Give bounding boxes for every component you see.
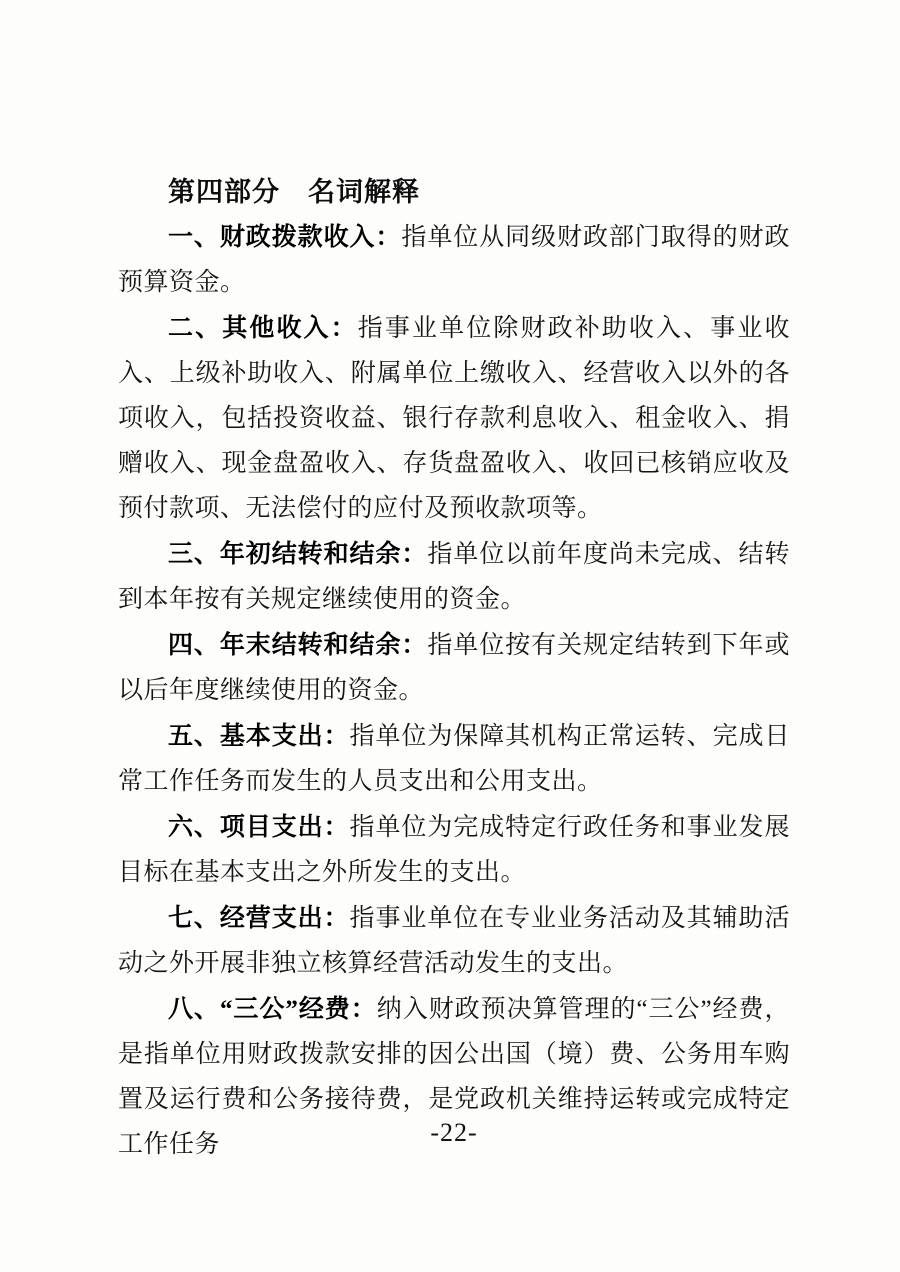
term-paragraph (118, 714, 790, 804)
term-paragraph (118, 623, 790, 713)
term-definition: 纳入财政预决算管理的“三公”经费，是指单位用财政拨款安排的因公出国（境）费、公务用车购置及运行费和公务接待费，是党政机关维持运转或完成特定工作任务 (118, 996, 790, 1158)
term-label: 八、“三公”经费： (168, 996, 377, 1023)
page-number: -22- (430, 1118, 478, 1147)
term-definition: 指单位从同级财政部门取得的财政预算资金。 (118, 224, 790, 296)
term-definition: 指单位为保障其机构正常运转、完成日常工作任务而发生的人员支出和公用支出。 (118, 723, 790, 795)
term-paragraph (118, 896, 790, 986)
term-label: 六、项目支出： (168, 814, 350, 841)
term-definition: 指单位按有关规定结转到下年或以后年度继续使用的资金。 (118, 632, 790, 704)
term-definition: 指事业单位在专业业务活动及其辅助活动之外开展非独立核算经营活动发生的支出。 (118, 905, 790, 977)
term-label: 一、财政拨款收入： (168, 224, 402, 251)
term-paragraph (118, 532, 790, 622)
term-paragraph (118, 306, 790, 531)
term-label: 二、其他收入： (168, 315, 358, 342)
term-definition: 指单位以前年度尚未完成、结转到本年按有关规定继续使用的资金。 (118, 541, 790, 613)
term-definition: 指事业单位除财政补助收入、事业收入、上级补助收入、附属单位上缴收入、经营收入以外的各项收入，包括投资收益、银行存款利息收入、租金收入、捐赠收入、现金盘盈收入、存货盘盈收入、收回已核销应收及预付款项、无法偿付的应付及预收款项等。 (118, 315, 790, 522)
term-definition: 指单位为完成特定行政任务和事业发展目标在基本支出之外所发生的支出。 (118, 814, 790, 886)
term-label: 四、年末结转和结余： (168, 632, 428, 659)
term-label: 七、经营支出： (168, 905, 350, 932)
term-paragraph (118, 805, 790, 895)
term-label: 五、基本支出： (168, 723, 350, 750)
term-paragraph (118, 215, 790, 305)
section-heading: 第四部分 名词解释 (168, 177, 420, 207)
term-label: 三、年初结转和结余： (168, 541, 428, 568)
